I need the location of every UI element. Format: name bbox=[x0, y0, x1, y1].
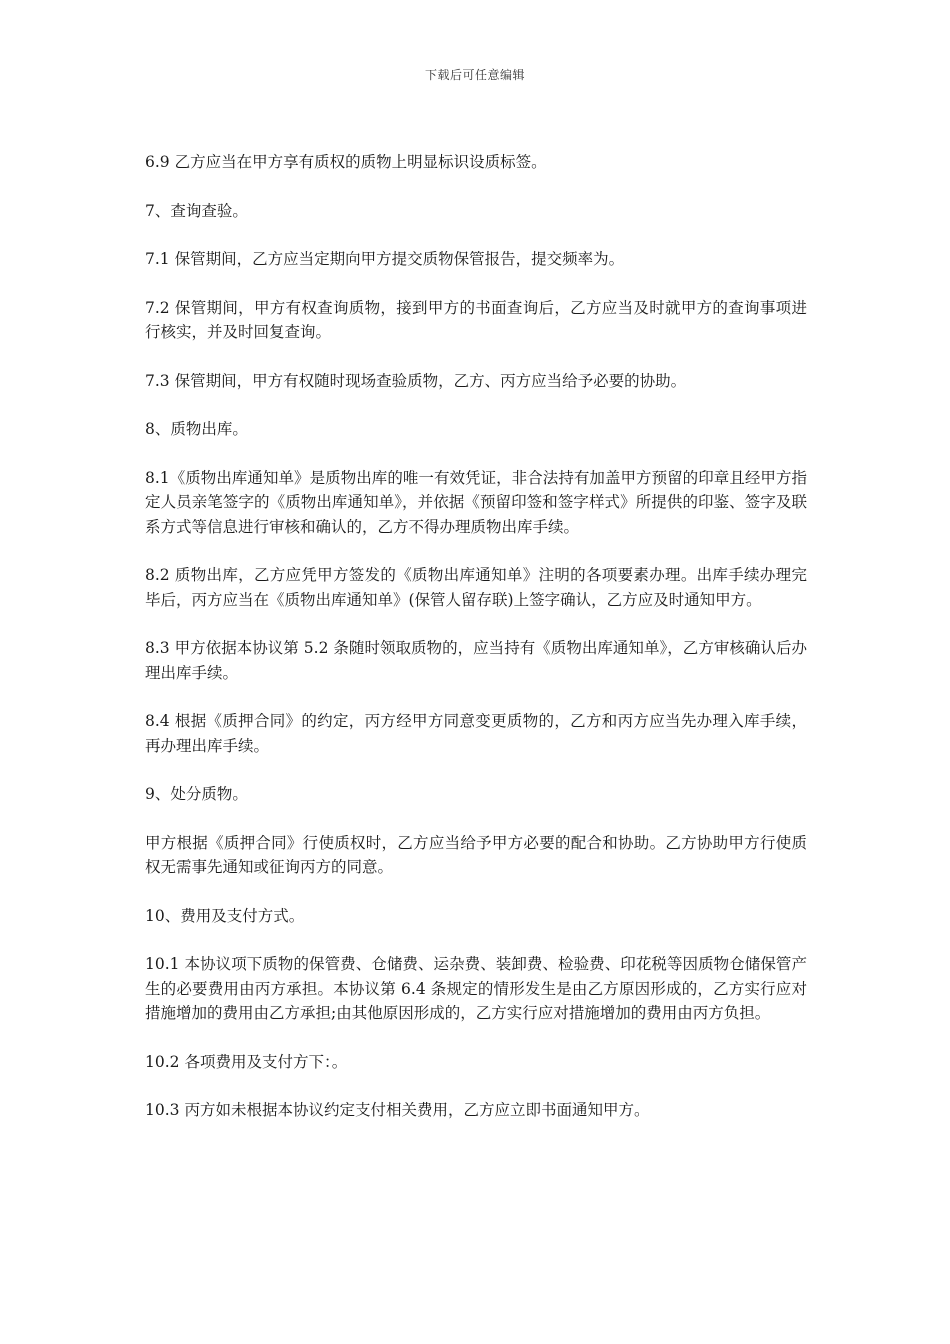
clause-8-4: 8.4 根据《质押合同》的约定，丙方经甲方同意变更质物的，乙方和丙方应当先办理入库手续，再办理出库手续。 bbox=[145, 712, 807, 755]
clause-8-2: 8.2 质物出库，乙方应凭甲方签发的《质物出库通知单》注明的各项要素办理。出库手续办理完毕后，丙方应当在《质物出库通知单》(保管人留存联)上签字确认，乙方应及时通知甲方。 bbox=[145, 566, 807, 609]
clause-7-2: 7.2 保管期间，甲方有权查询质物，接到甲方的书面查询后，乙方应当及时就甲方的查询事项进行核实，并及时回复查询。 bbox=[145, 298, 807, 341]
section-heading-9: 9、处分质物。 bbox=[145, 785, 248, 803]
document-body bbox=[145, 150, 807, 1147]
page-header: 下载后可任意编辑 bbox=[424, 68, 525, 82]
section-heading-8: 8、质物出库。 bbox=[145, 420, 248, 438]
section-heading-10: 10、费用及支付方式。 bbox=[145, 906, 305, 925]
clause-6-9: 6.9 乙方应当在甲方享有质权的质物上明显标识设质标签。 bbox=[145, 153, 547, 171]
clause-8-1: 8.1《质物出库通知单》是质物出库的唯一有效凭证，非合法持有加盖甲方预留的印章且经甲方指定人员亲笔签字的《质物出库通知单》，并依据《预留印签和签字样式》所提供的印鉴、签字及联系方式等信息进行审核和确认的，乙方不得办理质物出库手续。 bbox=[145, 468, 807, 536]
clause-9-body: 甲方根据《质押合同》行使质权时，乙方应当给予甲方必要的配合和协助。乙方协助甲方行使质权无需事先通知或征询丙方的同意。 bbox=[145, 833, 807, 876]
clause-10-2: 10.2 各项费用及支付方下：。 bbox=[145, 1052, 348, 1071]
section-heading-7: 7、查询查验。 bbox=[145, 201, 248, 220]
clause-8-3: 8.3 甲方依据本协议第 5.2 条随时领取质物的，应当持有《质物出库通知单》，乙方审核确认后办理出库手续。 bbox=[145, 639, 807, 682]
clause-7-3: 7.3 保管期间，甲方有权随时现场查验质物，乙方、丙方应当给予必要的协助。 bbox=[145, 371, 687, 390]
clause-10-1: 10.1 本协议项下质物的保管费、仓储费、运杂费、装卸费、检验费、印花税等因质物仓储保管产生的必要费用由丙方承担。本协议第 6.4 条规定的情形发生是由乙方原因形成的，乙方实行应对措施增加的费用由乙方承担;由其他原因形成的，乙方实行应对措施增加的费用由丙方负担。 bbox=[145, 955, 807, 1022]
clause-7-1: 7.1 保管期间，乙方应当定期向甲方提交质物保管报告，提交频率为。 bbox=[145, 250, 625, 268]
clause-10-3: 10.3 丙方如未根据本协议约定支付相关费用，乙方应立即书面通知甲方。 bbox=[145, 1101, 650, 1119]
